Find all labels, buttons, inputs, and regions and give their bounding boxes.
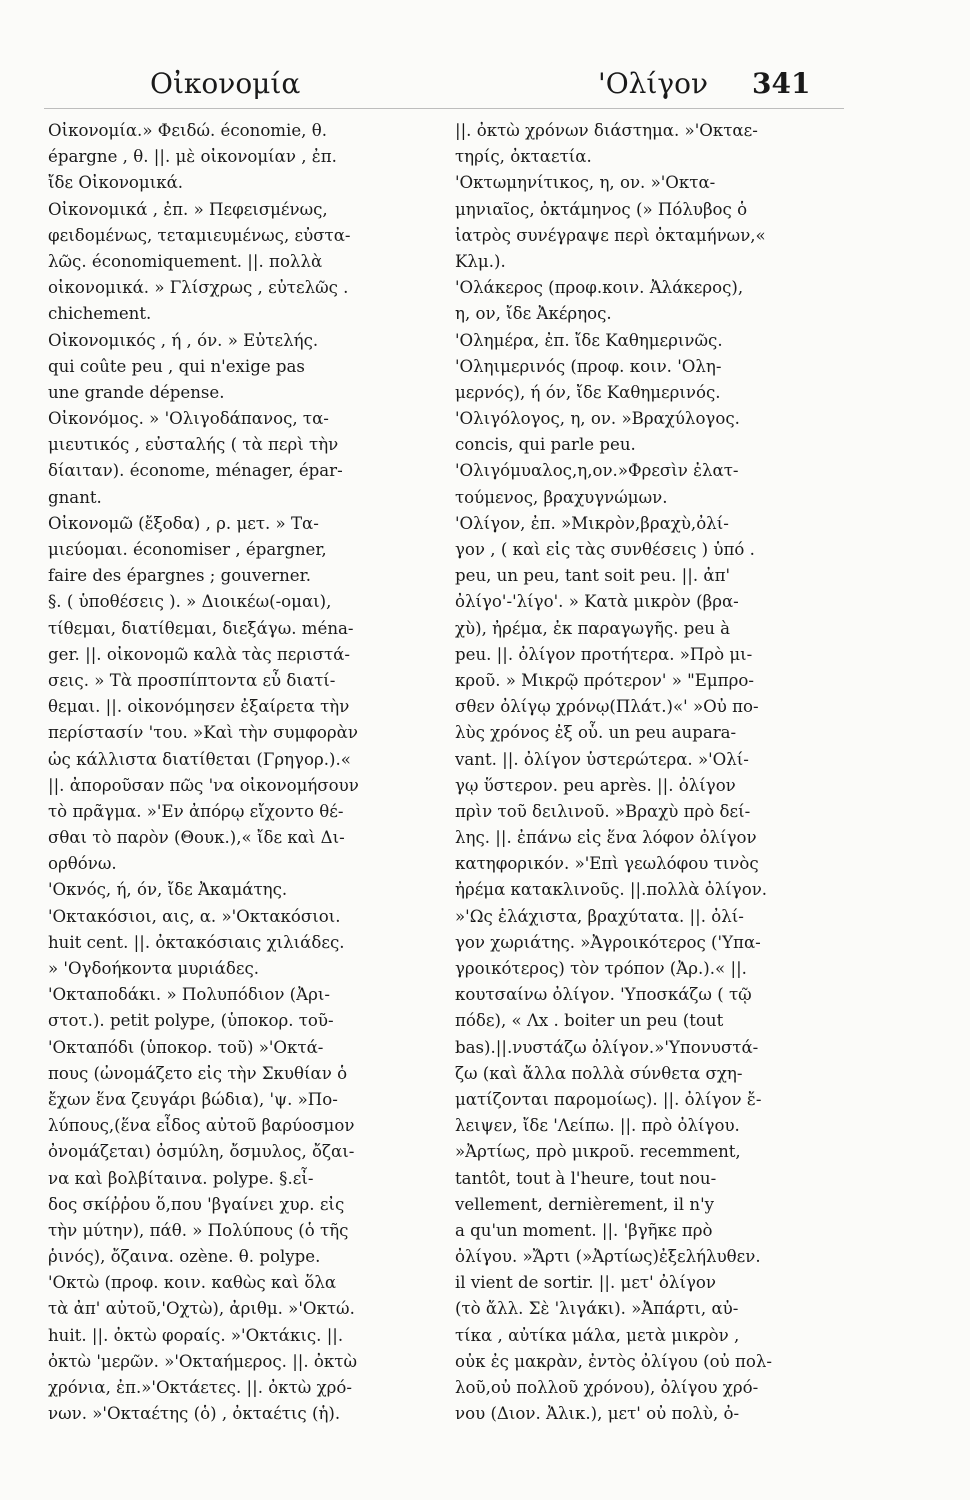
text-line: ἰατρὸς συνέγραψε περὶ ὀκταμήνων,«: [455, 225, 766, 245]
text-line: tantôt, tout à l'heure, tout nou-: [455, 1168, 717, 1188]
text-line: τίκα , αὐτίκα μάλα, μετὰ μικρὸν ,: [455, 1325, 740, 1345]
text-line: a qu'un moment. ||. 'βγῆκε πρὸ: [455, 1220, 713, 1240]
text-line: 'Οκταποδάκι. » Πολυπόδιον (Ἀρι-: [48, 985, 331, 1005]
text-line: περίστασίν 'του. »Καὶ τὴν συμφορὰν: [48, 723, 358, 743]
text-line: κατηφορικόν. »'Επὶ γεωλόφου τινὸς: [455, 854, 759, 874]
text-line: 'Ολιγόλογος, η, ον. »Βραχύλογος.: [455, 409, 740, 429]
text-line: 'Οληιμερινός (προφ. κοιν. 'Ολη-: [455, 356, 722, 376]
text-line: ορθόνω.: [48, 854, 117, 874]
text-line: λῶς. économiquement. ||. πολλὰ: [48, 251, 323, 271]
text-line: ὡς κάλλιστα διατίθεται (Γρηγορ.).«: [48, 749, 351, 769]
text-line: δος σκίῤῥου ὅ,που 'βγαίνει χυρ. εἰς: [48, 1194, 345, 1214]
text-line: huit. ||. ὀκτὼ φοραίς. »'Οκτάκις. ||.: [48, 1325, 344, 1345]
text-line: 'Οκτωμηνίτικος, η, ον. »'Οκτα-: [455, 173, 716, 193]
text-line: ἠρέμα κατακλινοῦς. ||.πολλὰ ὀλίγον.: [455, 880, 768, 900]
text-line: ||. ἀποροῦσαν πῶς 'να οἰκονομήσουν: [48, 775, 359, 795]
text-line: 'Ολιγόμυαλος,η,ον.»Φρεσὶν ἐλατ-: [455, 461, 739, 481]
text-line: γροικότερος) τὸν τρόπον (Ἀρ.).« ||.: [455, 959, 747, 978]
text-line: να καὶ βολβίταινα. polype. §.εἶ-: [48, 1168, 314, 1188]
text-line: γον , ( καὶ εἰς τὰς συνθέσεις ) ὑπό .: [455, 540, 755, 559]
right-column: [455, 118, 837, 1438]
text-line: μιευτικός , εὐσταλής ( τὰ περὶ τὴν: [48, 435, 339, 455]
text-line: χρόνια, ἐπ.»'Οκτάετες. ||. ὀκτὼ χρό-: [48, 1378, 353, 1397]
text-line: νων. »'Οκταέτης (ὁ) , ὀκταέτις (ἡ).: [48, 1404, 341, 1424]
text-line: πους (ὠνομάζετο εἰς τὴν Σκυθίαν ὁ: [48, 1063, 348, 1083]
text-line: peu, un peu, tant soit peu. ||. ἀπ': [455, 566, 731, 586]
text-line: qui coûte peu , qui n'exige pas: [48, 356, 305, 376]
text-line: λὺς χρόνος ἐξ οὗ. un peu aupara-: [455, 723, 737, 743]
text-line: Οἰκονόμος. » 'Ολιγοδάπανος, τα-: [48, 409, 329, 429]
text-line: η, ον, ἴδε Ἀκέρηος.: [455, 304, 612, 324]
text-line: Οἰκονομία.» Φειδώ. économie, θ.: [48, 121, 327, 140]
text-line: σεις. » Τὰ προσπίπτοντα εὖ διατί-: [48, 670, 336, 690]
text-line: λύπους,(ἕνα εἶδος αὐτοῦ βαρύοσμον: [48, 1116, 355, 1136]
text-line: ger. ||. οἰκονομῶ καλὰ τὰς περιστά-: [48, 644, 350, 664]
text-line: vant. ||. ὀλίγον ὑστερώτερα. »'Ολί-: [455, 749, 749, 769]
text-line: gnant.: [48, 487, 102, 507]
text-line: il vient de sortir. ||. μετ' ὀλίγον: [455, 1273, 716, 1293]
text-line: Οἰκονομικά , ἐπ. » Πεφεισμένως,: [48, 199, 328, 219]
text-line: » 'Ογδοήκοντα μυριάδες.: [48, 959, 260, 978]
text-line: ζω (καὶ ἄλλα πολλὰ σύνθετα σχη-: [455, 1063, 743, 1083]
text-line: 'Ολάκερος (προφ.κοιν. Ἀλάκερος),: [455, 278, 744, 298]
text-line: οἰκονομικά. » Γλίσχρως , εὐτελῶς .: [48, 278, 349, 298]
text-line: une grande dépense.: [48, 382, 225, 402]
text-line: 'Ολίγον, ἐπ. »Μικρὸν,βραχὺ,ὀλί-: [455, 513, 729, 533]
text-line: μηνιαῖος, ὀκτάμηνος (» Πόλυβος ὁ: [455, 199, 748, 219]
text-line: 'Οκταπόδι (ὑποκορ. τοῦ) »'Οκτά-: [48, 1037, 324, 1057]
text-line: γῳ ὕστερον. peu après. ||. ὀλίγον: [455, 775, 736, 795]
text-line: μιεύομαι. économiser , épargner,: [48, 540, 327, 559]
header-rule: [44, 108, 844, 109]
text-line: »'Ως ἐλάχιστα, βραχύτατα. ||. ὀλί-: [455, 906, 744, 926]
text-line: λειψεν, ἴδε 'Λείπω. ||. πρὸ ὀλίγου.: [455, 1116, 740, 1136]
text-line: vellement, dernièrement, il n'y: [455, 1194, 715, 1214]
text-line: τούμενος, βραχυγνώμων.: [455, 487, 668, 507]
text-line: λης. ||. ἐπάνω εἰς ἕνα λόφον ὀλίγον: [455, 828, 757, 848]
text-line: κουτσαίνω ὀλίγον. 'Υποσκάζω ( τῷ: [455, 985, 752, 1005]
text-line: 'Ολημέρα, ἐπ. ἴδε Καθημερινῶς.: [455, 330, 723, 350]
text-line: faire des épargnes ; gouverner.: [48, 566, 311, 586]
text-line: Οἰκονομῶ (ἔξοδα) , ρ. μετ. » Τα-: [48, 513, 319, 533]
text-line: τὰ ἀπ' αὐτοῦ,'Οχτὼ), ἀριθμ. »'Οκτώ.: [48, 1299, 355, 1319]
text-line: χὺ), ἠρέμα, ἐκ παραγωγῆς. peu à: [455, 618, 731, 638]
text-line: ἔχων ἕνα ζευγάρι βώδια), 'ψ. »Πο-: [48, 1089, 338, 1109]
text-line: huit cent. ||. ὀκτακόσιαις χιλιάδες.: [48, 932, 345, 952]
text-line: ματίζονται παρομοίως). ||. ὀλίγον ἔ-: [455, 1089, 762, 1109]
text-line: σθεν ὀλίγῳ χρόνῳ(Πλάτ.)«' »Οὐ πο-: [455, 697, 759, 717]
text-line: 'Οκνός, ή, όν, ἴδε Ἀκαμάτης.: [48, 880, 288, 900]
text-line: δίαιταν). économe, ménager, épar-: [48, 461, 343, 481]
left-column: [48, 118, 430, 1438]
text-line: ὀλίγο'-'λίγο'. » Κατὰ μικρὸν (βρα-: [455, 592, 739, 612]
text-line: concis, qui parle peu.: [455, 435, 636, 455]
text-line: μερνός), ή όν, ἴδε Καθημερινός.: [455, 382, 721, 402]
running-head-right: 'Ολίγον: [598, 67, 708, 100]
page-number: 341: [752, 67, 811, 100]
text-line: chichement.: [48, 304, 152, 324]
text-line: τίθεμαι, διατίθεμαι, διεξάγω. ména-: [48, 618, 354, 638]
text-line: στοτ.). petit polype, (ὑποκορ. τοῦ-: [48, 1011, 334, 1031]
text-line: Οἰκονομικός , ή , όν. » Εὐτελής.: [48, 330, 319, 350]
text-line: θεμαι. ||. οἰκονόμησεν ἐξαίρετα τὴν: [48, 697, 350, 717]
text-line: épargne , θ. ||. μὲ οἰκονομίαν , ἐπ.: [48, 147, 337, 167]
text-line: Κλμ.).: [455, 251, 506, 271]
text-line: 'Οκτὼ (προφ. κοιν. καθὼς καὶ ὅλα: [48, 1273, 337, 1293]
text-line: τηρίς, ὀκταετία.: [455, 147, 592, 167]
text-line: ὀκτὼ 'μερῶν. »'Οκταήμερος. ||. ὀκτὼ: [48, 1351, 358, 1371]
text-line: τὸ πρᾶγμα. »'Εν ἀπόρῳ εἴχοντο θέ-: [48, 801, 344, 821]
text-line: ἴδε Οἰκονομικά.: [48, 173, 184, 193]
text-line: τὴν μύτην), πάθ. » Πολύπους (ὁ τῆς: [48, 1220, 349, 1240]
text-line: ῥινός), ὄζαινα. ozène. θ. polype.: [48, 1247, 321, 1267]
text-line: γον χωριάτης. »Ἀγροικότερος ('Υπα-: [455, 932, 761, 952]
text-line: ὀλίγου. »Ἄρτι (»Ἀρτίως)ἐξελήλυθεν.: [455, 1247, 761, 1267]
text-line: φειδομένως, τεταμιευμένως, εὐστα-: [48, 225, 351, 245]
text-line: πόδε), « Λx . boiter un peu (tout: [455, 1011, 724, 1031]
text-line: 'Οκτακόσιοι, αις, α. »'Οκτακόσιοι.: [48, 906, 341, 926]
text-line: §. ( ὑποθέσεις ). » Διοικέω(-ομαι),: [48, 592, 332, 612]
text-line: σθαι τὸ παρὸν (Θουκ.),« ἴδε καὶ Δι-: [48, 828, 345, 848]
text-line: peu. ||. ὀλίγον προτήτερα. »Πρὸ μι-: [455, 644, 753, 664]
text-line: ||. ὀκτὼ χρόνων διάστημα. »'Οκταε-: [455, 121, 758, 140]
text-line: bas).||.νυστάζω ὀλίγον.»'Υπονυστά-: [455, 1037, 759, 1057]
text-line: λοῦ,οὐ πολλοῦ χρόνου), ὀλίγου χρό-: [455, 1378, 759, 1397]
text-line: νου (Διον. Ἀλικ.), μετ' οὐ πολὺ, ὀ-: [455, 1404, 740, 1424]
text-line: οὐκ ἐς μακρὰν, ἐντὸς ὀλίγου (οὐ πολ-: [455, 1351, 773, 1371]
running-head-left: Οἰκονομία: [150, 67, 301, 100]
text-line: (τὸ ἄλλ. Σὲ 'λιγάκι). »Ἀπάρτι, αὐ-: [455, 1299, 739, 1319]
text-line: ὀνομάζεται) ὀσμύλη, ὄσμυλος, ὄζαι-: [48, 1142, 355, 1162]
text-line: κροῦ. » Μικρῷ πρότερον' » "Εμπρο-: [455, 670, 754, 690]
text-line: »Ἀρτίως, πρὸ μικροῦ. recemment,: [455, 1142, 741, 1162]
text-line: πρὶν τοῦ δειλινοῦ. »Βραχὺ πρὸ δεί-: [455, 801, 751, 821]
